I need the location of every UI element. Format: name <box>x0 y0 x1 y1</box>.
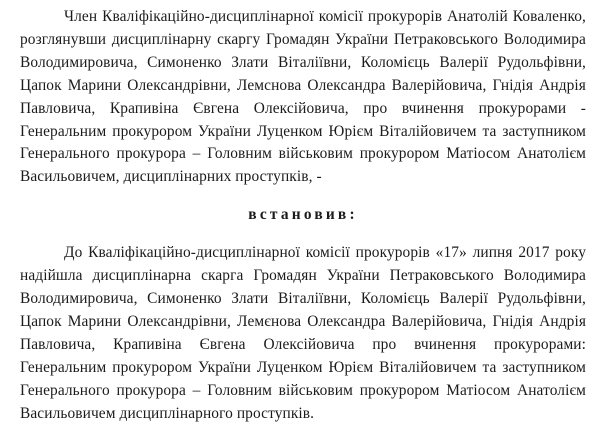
paragraph-preamble: Член Кваліфікаційно-дисциплінарної комісії прокурорів Анатолій Коваленко, розглянувши дисциплінарну скаргу Громадян України Петраковського Володимира Володимировича, Симоненко Злати Віталіївни, Коломієць Валерії Рудольфівни, Цапок Марини Олександрівни, Лемснова Олександра Валерійовича, Гнідія Андрія Павловича, Крапивіна Євгена Олексійовича, про вчинення прокурорами - Генеральним прокурором України Луценком Юрієм Віталійовичем та заступником Генерального прокурора – Головним військовим прокурором Матіосом Анатолієм Васильовичем, дисциплінарних проступків, - <box>20 8 586 186</box>
spacer-before-heading <box>20 189 586 206</box>
paragraph-complaint-received: До Кваліфікаційно-дисциплінарної комісії прокурорів «17» липня 2017 року надійшла дисциплінарна скарга Громадян України Петраковського Володимира Володимировича, Симоненко Злати Віталіївни, Коломієць Валерії Рудольфівни, Цапок Марини Олександрівни, Лемєнова Олександра Валерійовича, Гнідія Андрія Павловича, Крапивіна Євгена Олексійовича про вчинення прокурорами: Генеральним прокурором України Луценком Юрієм Віталійовичем та заступником Генерального прокурора – Головним військовим прокурором Матіосом Анатолієм Васильовичем дисциплінарного проступків. <box>20 244 586 422</box>
section-heading-established: встановив: <box>248 206 358 224</box>
spacer-after-heading <box>20 224 586 242</box>
